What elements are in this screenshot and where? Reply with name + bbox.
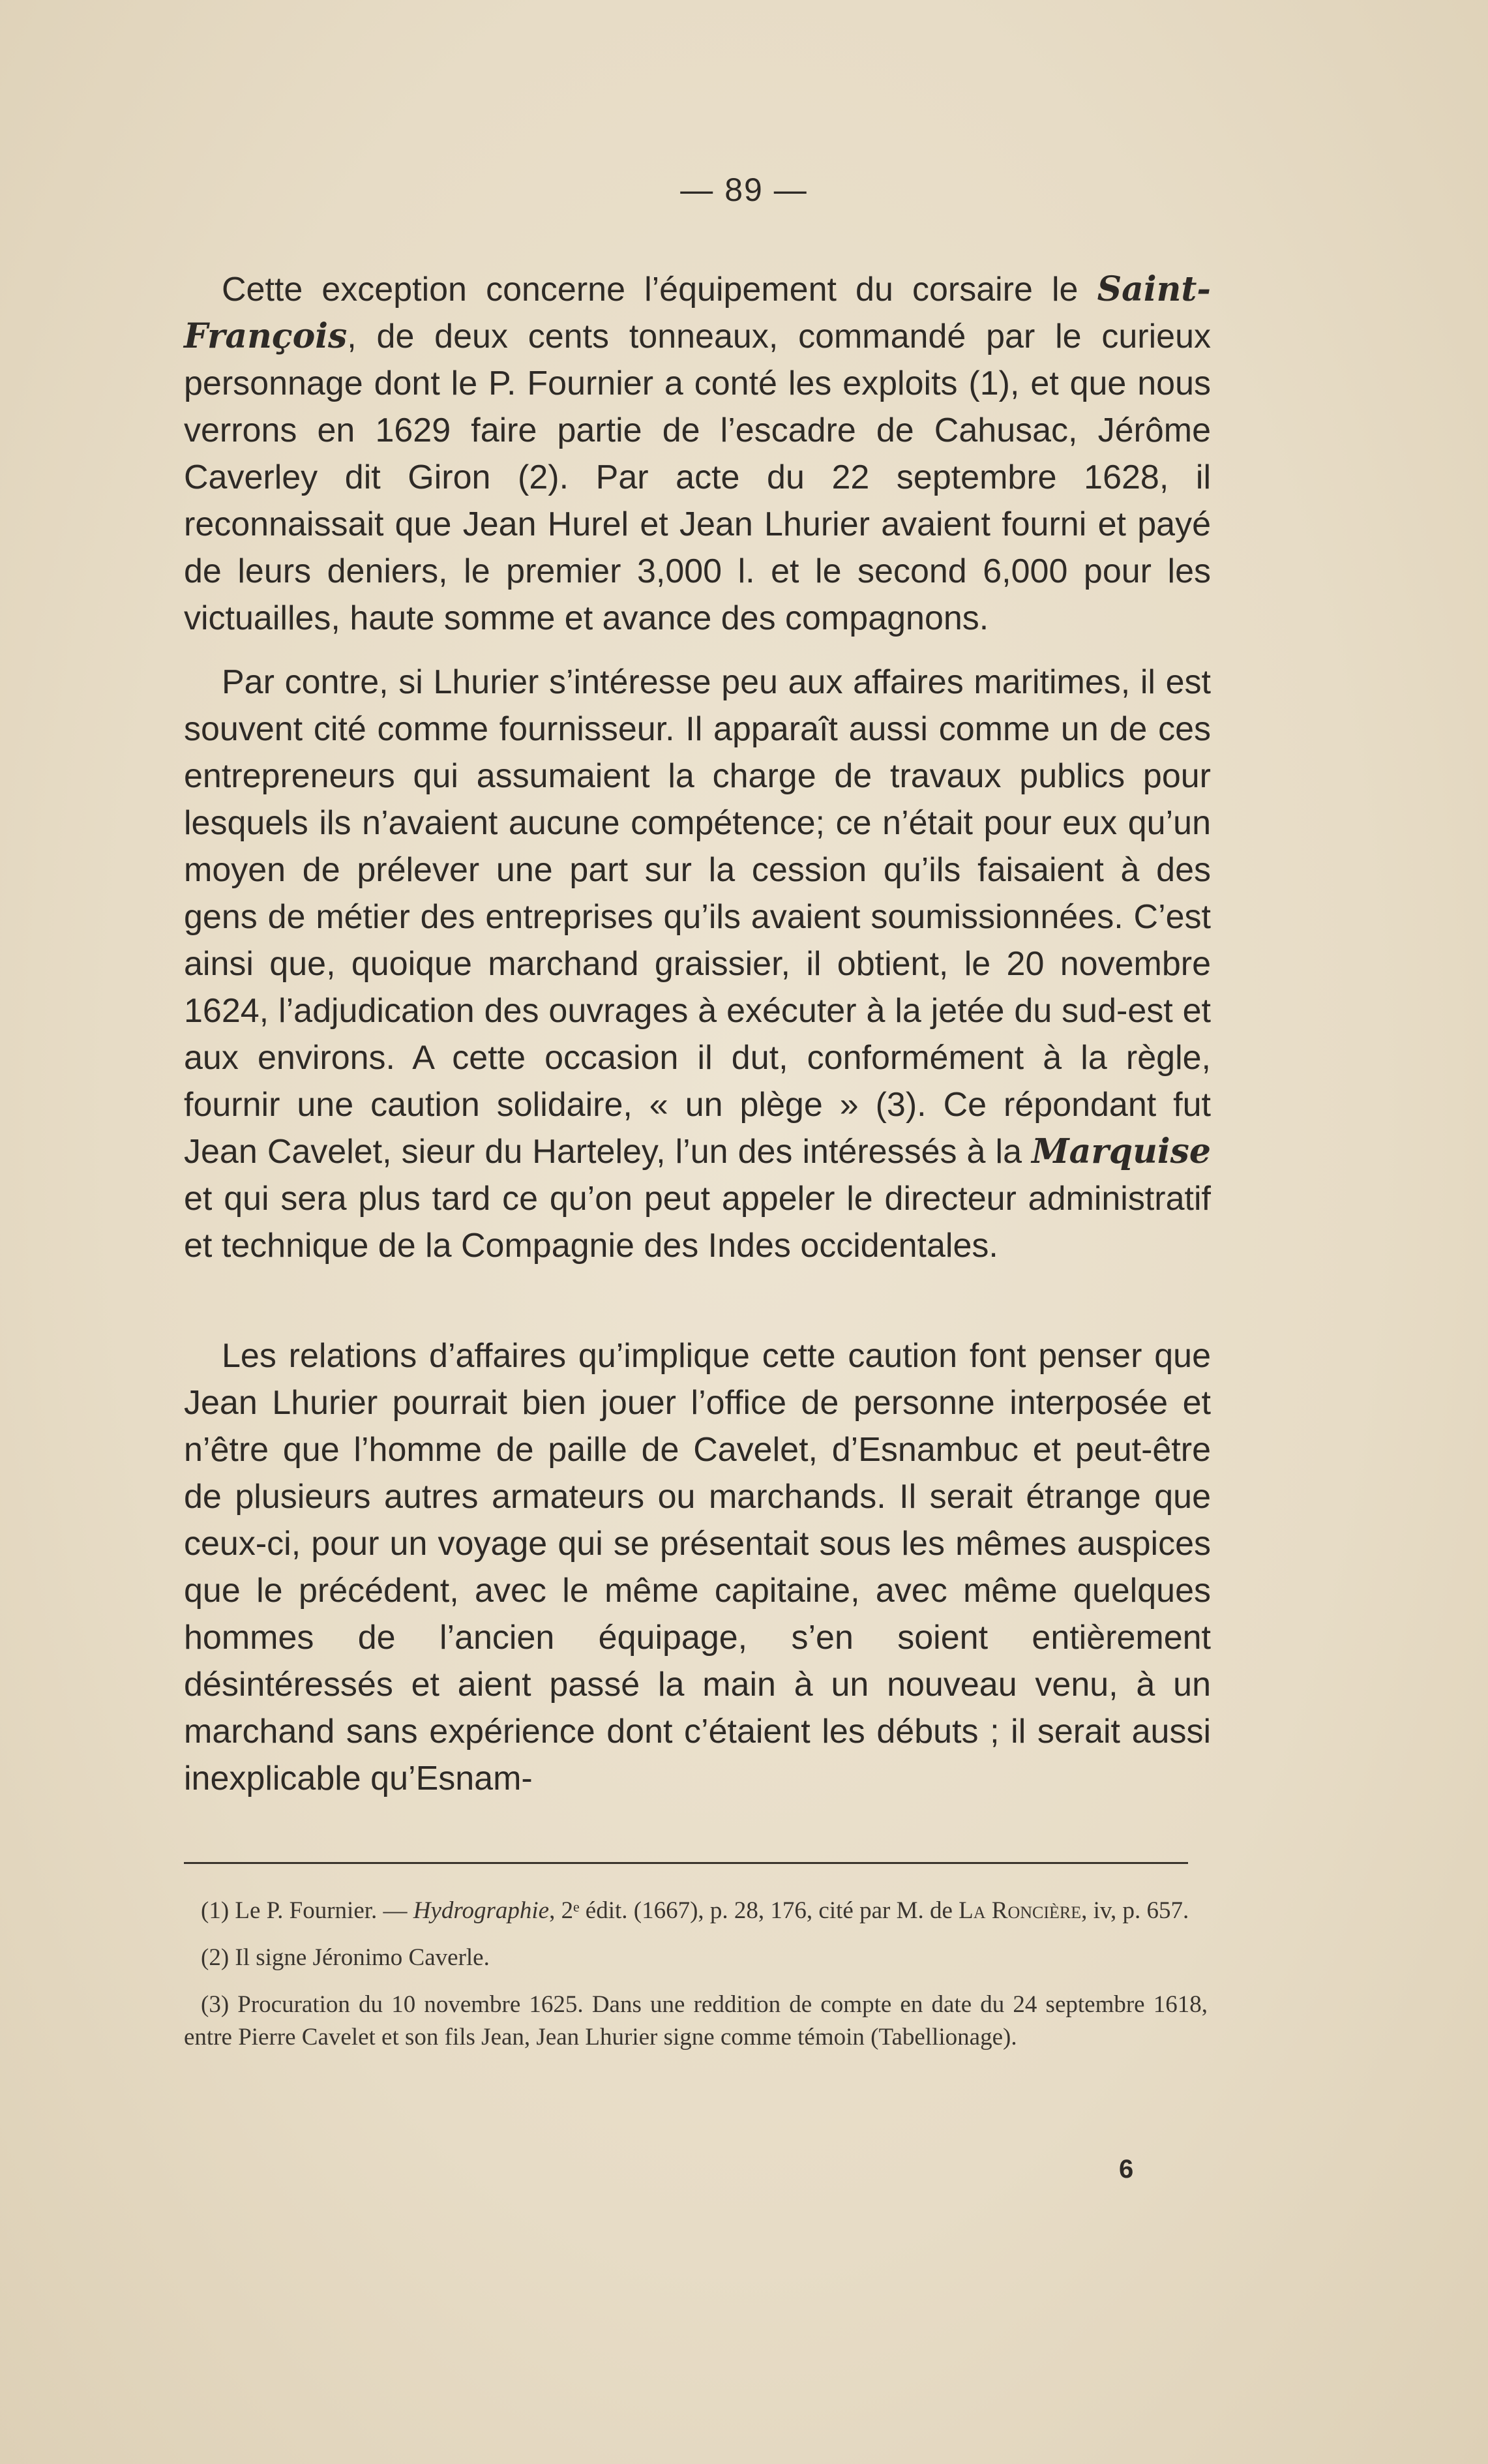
ship-name-marquise: Marquise	[1032, 1132, 1211, 1171]
page-number: — 89 —	[680, 172, 808, 208]
paragraph-2-pre: Par contre, si Lhurier s’intéresse peu aux affaires maritimes, il est souvent cité comme fournisseur. Il apparaît aussi comme un de ces entrepreneurs qui assumaient la charge de travaux publics pour lesquels ils n’avaient aucune compétence; ce n’était pour eux qu’un moyen de prélever une part sur la cession qu’ils faisaient à des gens de métier des entreprises qu’ils avaient soumissionnées. C’est ainsi que, quoique marchand graissier, il obtient, le 20 novembre 1624, l’adjudication des ouvrages à exécuter à la jetée du sud-est et aux environs. A cette occasion il dut, conformément à la règle, fournir une caution solidaire, « un plège » (3). Ce répondant fut Jean Cavelet, sieur du Harteley, l’un des intéressés à la	[184, 663, 1211, 1171]
ship-name-saint-francois: Saint-François	[184, 269, 1211, 356]
footnote-1-post: , iv, p. 657.	[1081, 1897, 1189, 1924]
signature-mark: 6	[1119, 2155, 1134, 2184]
footnote-1-mid: , 2ᵉ édit. (1667), p. 28, 176, cité par M. de	[549, 1897, 959, 1924]
paragraph-2-post: et qui sera plus tard ce qu’on peut appeler le directeur administratif et technique de la Compagnie des Indes occidentales.	[184, 1180, 1211, 1265]
paragraph-3: Les relations d’affaires qu’implique cette caution font penser que Jean Lhurier pourrait bien jouer l’office de personne interposée et n’être que l’homme de paille de Cavelet, d’Esnambuc et peut-être de plusieurs autres armateurs ou marchands. Il serait étrange que ceux-ci, pour un voyage qui se présentait sous les mêmes auspices que le précédent, avec le même capitaine, avec même quelques hommes de l’ancien équipage, s’en soient entièrement désintéressés et aient passé la main à un nouveau venu, à un marchand sans expérience dont c’étaient les débuts ; il serait aussi inexplicable qu’Esnam-	[184, 1337, 1211, 1797]
paragraph-2	[184, 659, 1211, 1269]
paragraph-1-post: , de deux cents tonneaux, commandé par le curieux personnage dont le P. Fournier a conté les exploits (1), et que nous verrons en 1629 faire partie de l’escadre de Cahusac, Jérôme Caverley dit Giron (2). Par acte du 22 septembre 1628, il reconnaissait que Jean Hurel et Jean Lhurier avaient fourni et payé de leurs deniers, le premier 3,000 l. et le second 6,000 pour les victuailles, haute somme et avance des compagnons.	[184, 318, 1211, 637]
paragraph-1-pre: Cette exception concerne l’équipement du corsaire le	[222, 271, 1097, 308]
footnote-1-pre: (1) Le P. Fournier. —	[201, 1897, 413, 1924]
footnote-1-title: Hydrographie	[413, 1897, 550, 1924]
footnote-1-author: La Roncière	[959, 1897, 1082, 1924]
footnote-2: (2) Il signe Jéronimo Caverle.	[201, 1944, 490, 1971]
footnotes	[184, 1895, 1208, 2068]
paragraph-1	[184, 266, 1211, 642]
footnote-divider	[184, 1862, 1188, 1864]
footnote-3: (3) Procuration du 10 novembre 1625. Dans une reddition de compte en date du 24 septembre 1618, entre Pierre Cavelet et son fils Jean, Jean Lhurier signe comme témoin (Tabellionage).	[184, 1991, 1208, 2051]
footnote-1	[184, 1895, 1208, 1927]
